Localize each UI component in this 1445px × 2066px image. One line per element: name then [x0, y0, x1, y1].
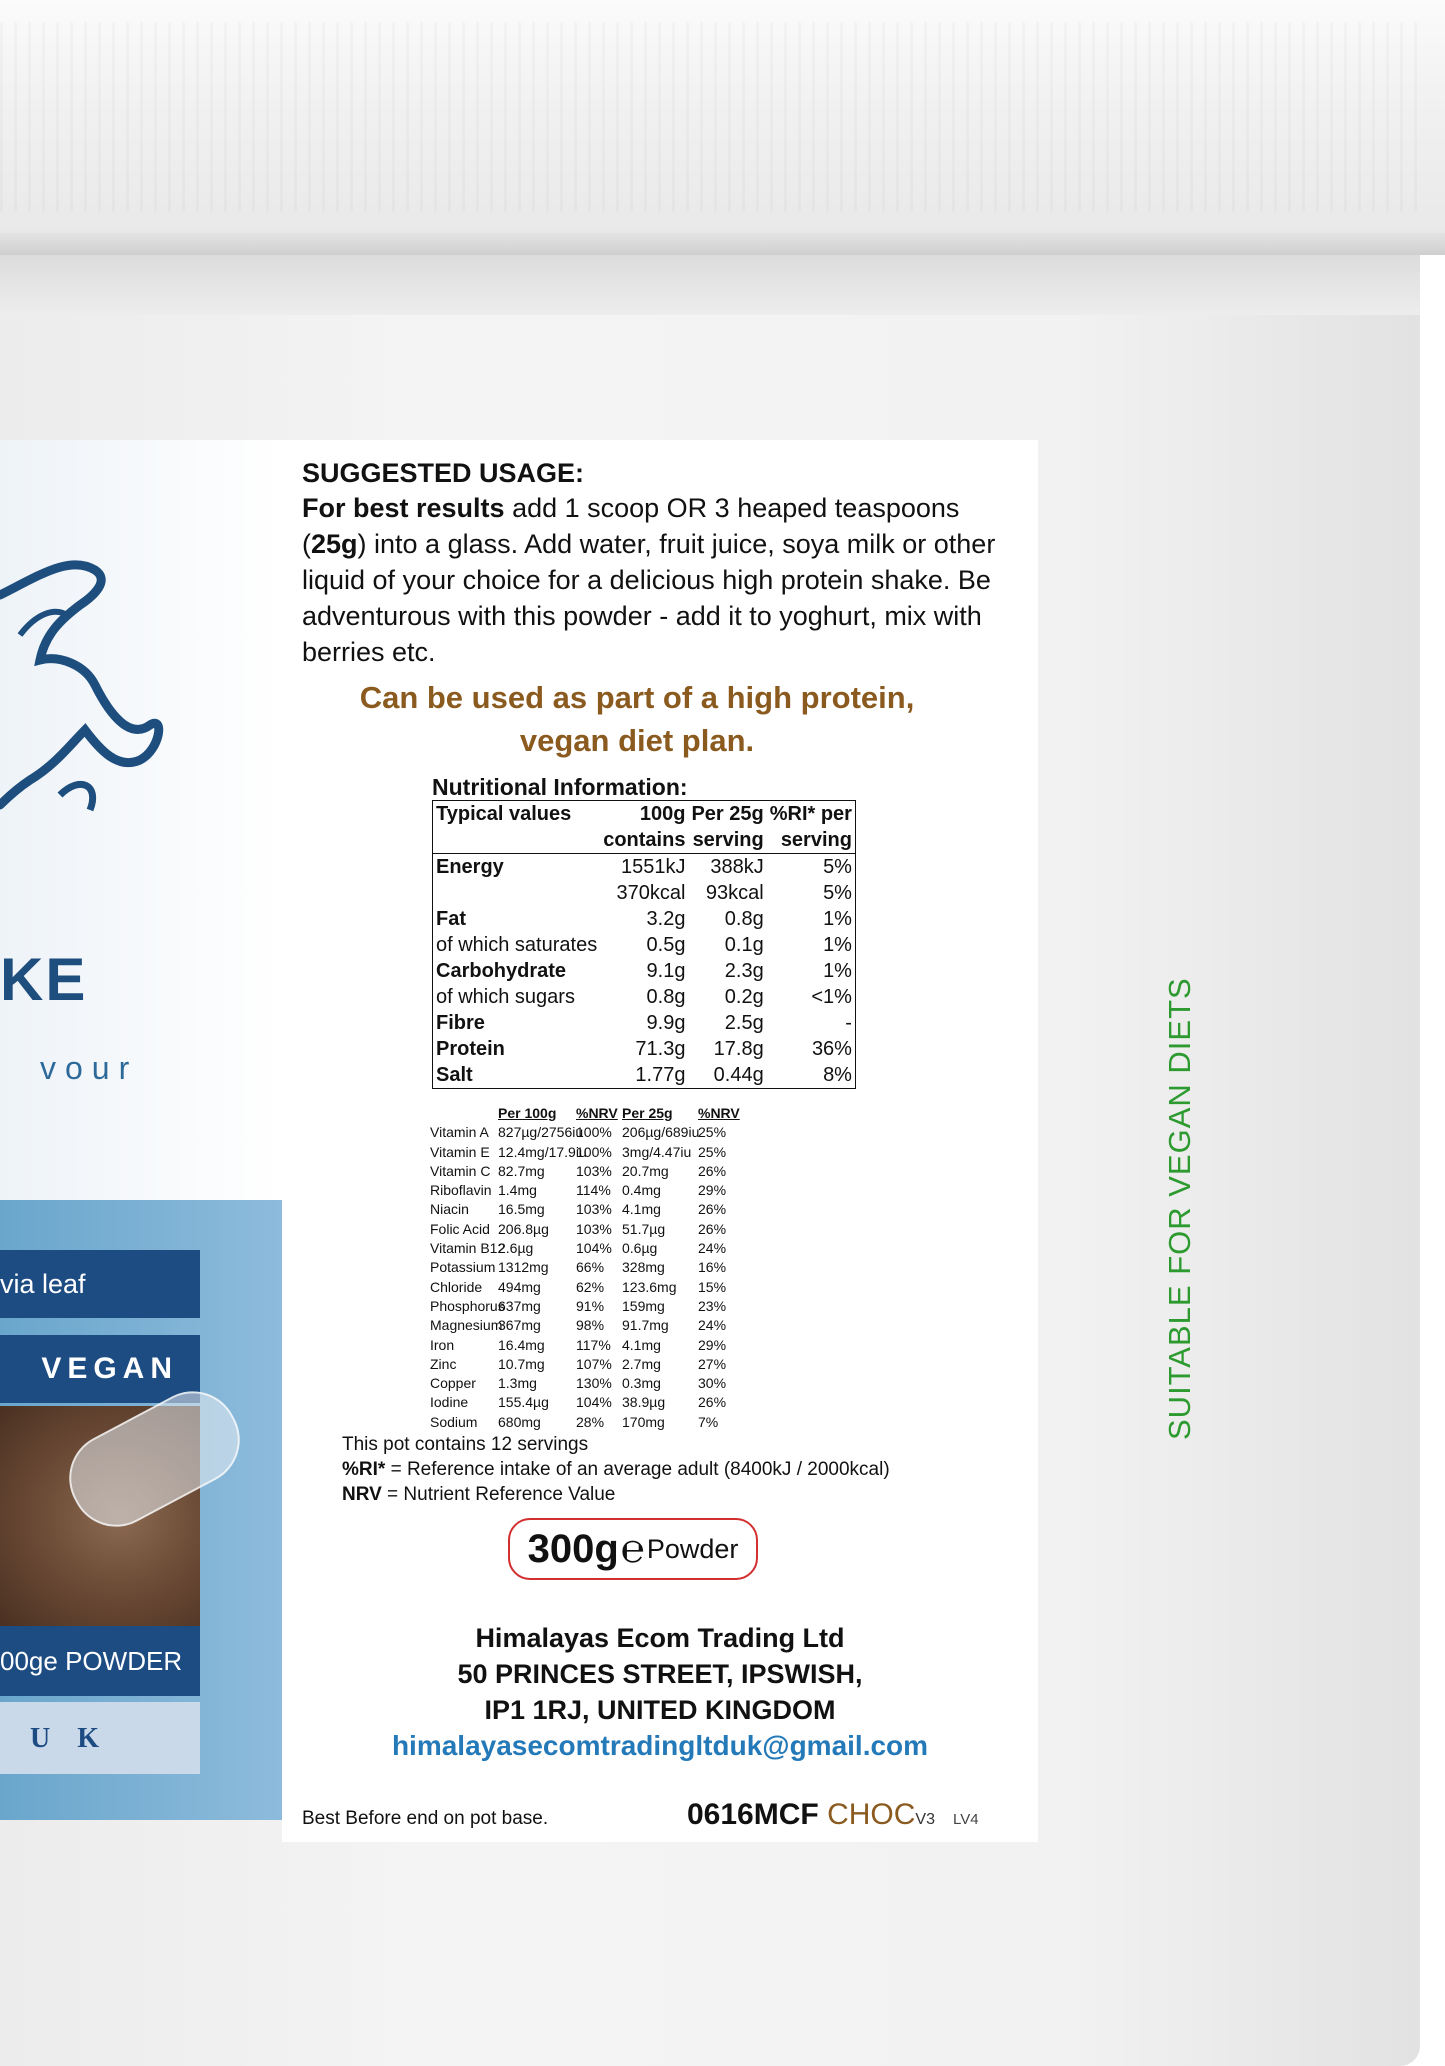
vitamin-cell-name: Chloride	[430, 1278, 483, 1295]
vitamin-cell-per25: 170mg	[622, 1413, 665, 1430]
vitamin-cell-nrv2: 7%	[698, 1413, 719, 1430]
nutrition-cell-per25: 0.2g	[724, 986, 764, 1008]
nutrition-cell-label: Carbohydrate	[436, 960, 567, 982]
vitamin-cell-name: Iron	[430, 1336, 455, 1353]
nutrition-cell-per25: 388kJ	[710, 856, 764, 878]
nutrition-header-col1: 100g	[639, 802, 686, 825]
nutrition-row	[433, 906, 856, 932]
vitamin-cell-per100: 637mg	[498, 1297, 541, 1314]
nutrition-cell-per25: 17.8g	[713, 1038, 764, 1060]
vitamin-cell-per25: 51.7µg	[622, 1220, 666, 1237]
nutrition-cell-ri: -	[845, 1012, 852, 1034]
batch-flavour: CHOC	[827, 1798, 916, 1831]
nutrition-header-blank	[433, 827, 601, 854]
vegan-side-text: SUITABLE FOR VEGAN DIETS	[1162, 977, 1197, 1440]
ri-abbr: %RI*	[342, 1459, 386, 1480]
company-email: himalayasecomtradingltduk@gmail.com	[391, 1730, 929, 1761]
nutrition-cell-per25: 2.3g	[724, 960, 764, 982]
servings-count: This pot contains 12 servings	[342, 1434, 589, 1455]
nutrition-cell-ri: 5%	[823, 882, 852, 904]
nutrition-row	[433, 958, 856, 984]
batch-code	[687, 1798, 979, 1832]
vitamin-cell-nrv1: 104%	[576, 1394, 612, 1411]
vitamin-cell-per100: 12.4mg/17.9iu	[498, 1143, 587, 1160]
nutrition-cell-per100: 1.77g	[635, 1064, 686, 1086]
vitamin-cell-per25: 4.1mg	[622, 1201, 661, 1218]
vitamin-cell-per100: 680mg	[498, 1413, 541, 1430]
front-weight-e: e	[43, 1646, 58, 1676]
vitamin-cell-nrv2: 29%	[698, 1182, 727, 1199]
usage-part1: add 1 scoop OR 3 heaped teaspoons (	[302, 493, 960, 559]
vitamin-cell-name: Iodine	[430, 1394, 469, 1411]
vitamin-cell-nrv1: 114%	[576, 1182, 611, 1199]
nutrition-cell-ri: 36%	[811, 1038, 852, 1060]
nutrition-cell-per100: 3.2g	[646, 908, 686, 930]
front-brand-text: KE	[0, 946, 88, 1013]
vitamin-cell-nrv1: 103%	[576, 1201, 612, 1218]
nrv-note	[342, 1482, 890, 1507]
vitamin-cell-nrv2: 23%	[698, 1297, 727, 1314]
nutrition-cell-ri: 1%	[823, 960, 852, 982]
usage-amount: 25g	[311, 529, 358, 559]
nutrition-cell-label: Salt	[436, 1064, 473, 1086]
nutrition-cell-per100: 9.1g	[646, 960, 686, 982]
front-vegan-text: VEGAN	[41, 1352, 178, 1385]
vitamin-cell-per100: 10.7mg	[498, 1355, 545, 1372]
vitamin-cell-nrv2: 29%	[698, 1336, 727, 1353]
vitamin-cell-nrv2: 26%	[698, 1220, 727, 1237]
vitamin-header-nrv1: %NRV	[576, 1105, 618, 1121]
nutrition-header-col2b: serving	[688, 827, 766, 854]
nutrition-row	[433, 854, 856, 881]
batch-code-main: 0616MCF	[687, 1798, 819, 1831]
vitamin-cell-per100: 494mg	[498, 1278, 541, 1295]
nutrition-cell-per100: 370kcal	[616, 882, 686, 904]
nutrition-cell-label	[433, 880, 601, 906]
vitamin-cell-name: Phosphorus	[430, 1297, 505, 1314]
front-weight-type: POWDER	[65, 1646, 183, 1676]
vitamin-cell-nrv2: 15%	[698, 1278, 727, 1295]
lid-ribbing	[0, 22, 1420, 212]
vitamin-cell-per25: 2.7mg	[622, 1355, 661, 1372]
vitamin-cell-per25: 20.7mg	[622, 1162, 669, 1179]
vitamin-header-nrv2: %NRV	[698, 1105, 740, 1121]
vitamin-cell-nrv2: 30%	[698, 1375, 727, 1392]
nutrition-header-col2: Per 25g	[691, 802, 764, 825]
usage-part2: ) into a glass. Add water, fruit juice, soya milk or other liquid of your choice for a delicious high protein shake. Be adventurous with this powder - add it to yoghurt, mix with berries etc.	[302, 529, 996, 667]
tub-lid	[0, 0, 1445, 255]
ri-note	[342, 1457, 890, 1482]
nutrition-cell-per25: 0.8g	[724, 908, 764, 930]
nutrition-cell-per25: 0.44g	[713, 1064, 764, 1086]
front-flavour-text: vour	[40, 1050, 139, 1086]
servings-info	[342, 1432, 890, 1507]
vitamin-cell-nrv1: 98%	[576, 1317, 605, 1334]
vitamin-cell-name: Copper	[430, 1375, 476, 1392]
nutrition-cell-per100: 0.5g	[646, 934, 686, 956]
vitamin-header-per25: Per 25g	[622, 1105, 673, 1121]
vitamin-cell-per100: 367mg	[498, 1317, 541, 1334]
vitamin-cell-nrv2: 27%	[698, 1355, 727, 1372]
vitamin-cell-nrv1: 100%	[576, 1124, 612, 1141]
tub-neck	[0, 255, 1420, 315]
nutrition-rows	[433, 854, 856, 1089]
nutrition-cell-label: of which saturates	[436, 934, 598, 956]
vitamin-cell-per100: 155.4µg	[498, 1394, 549, 1411]
usage-text	[302, 490, 1022, 670]
vitamin-cell-name: Vitamin C	[430, 1162, 491, 1179]
nutrition-header-col3b: serving	[767, 827, 856, 854]
ri-text: = Reference intake of an average adult (8400kJ / 2000kcal)	[385, 1459, 890, 1480]
vitamin-cell-name: Magnesium	[430, 1317, 503, 1334]
vitamin-cell-nrv2: 24%	[698, 1317, 727, 1334]
nutrition-cell-ri: 5%	[823, 856, 852, 878]
nutrition-row	[433, 932, 856, 958]
front-weight-text: 00g	[0, 1646, 44, 1676]
nutrition-row	[433, 984, 856, 1010]
nutrition-cell-per100: 9.9g	[646, 1012, 686, 1034]
nutrition-heading: Nutritional Information:	[432, 774, 688, 800]
vitamin-cell-nrv2: 26%	[698, 1162, 727, 1179]
best-before-note: Best Before end on pot base.	[302, 1808, 549, 1829]
nutrition-header-col3: %RI* per	[769, 802, 852, 825]
vitamin-cell-per25: 0.3mg	[622, 1375, 661, 1392]
nutrition-header-label: Typical values	[436, 802, 572, 825]
net-weight-type: Powder	[646, 1533, 739, 1564]
front-label	[0, 440, 282, 1820]
front-country-text: U K	[30, 1723, 109, 1754]
nutrition-header-row-2	[433, 827, 856, 854]
vitamin-cell-per25: 328mg	[622, 1259, 665, 1276]
vitamin-cell-nrv2: 26%	[698, 1201, 727, 1218]
vitamin-cell-per25: 91.7mg	[622, 1317, 669, 1334]
nutrition-cell-per25: 0.1g	[724, 934, 764, 956]
vitamin-cell-nrv1: 100%	[576, 1143, 612, 1160]
nrv-abbr: NRV	[342, 1484, 382, 1505]
lid-lip	[0, 233, 1445, 255]
batch-version: V3	[915, 1811, 935, 1828]
nutrition-row	[433, 1036, 856, 1062]
vitamin-cell-name: Vitamin E	[430, 1143, 490, 1160]
vitamin-cell-per100: 1312mg	[498, 1259, 549, 1276]
nutrition-cell-ri: 8%	[823, 1064, 852, 1086]
company-street: 50 PRINCES STREET, IPSWISH,	[457, 1659, 863, 1689]
vitamin-cell-name: Sodium	[430, 1413, 478, 1430]
front-weight-band	[0, 1626, 200, 1696]
vitamin-cell-per100: 16.4mg	[498, 1336, 545, 1353]
horse-logo-icon	[0, 535, 180, 845]
vitamin-cell-nrv2: 26%	[698, 1394, 727, 1411]
nutrition-cell-per25: 93kcal	[705, 882, 764, 904]
nutrition-cell-per100: 0.8g	[646, 986, 686, 1008]
vitamin-cell-per25: 3mg/4.47iu	[622, 1143, 692, 1160]
nutrition-header-row	[433, 801, 856, 828]
vitamin-cell-nrv1: 107%	[576, 1355, 612, 1372]
vitamin-cell-nrv1: 117%	[576, 1336, 611, 1353]
vitamin-cell-per25: 0.6µg	[622, 1240, 658, 1257]
vitamin-cell-name: Vitamin A	[430, 1124, 489, 1141]
company-name: Himalayas Ecom Trading Ltd	[475, 1623, 845, 1653]
nutrition-cell-ri: 1%	[823, 934, 852, 956]
vitamin-cell-per100: 206.8µg	[498, 1220, 549, 1237]
vitamin-cell-nrv1: 28%	[576, 1413, 605, 1430]
usage-lead: For best results	[302, 493, 505, 523]
diet-claim: Can be used as part of a high protein, vegan diet plan.	[359, 680, 915, 758]
nutrition-cell-label: Fat	[436, 908, 466, 930]
nutrition-cell-label: Protein	[436, 1038, 505, 1060]
vitamin-cell-per25: 0.4mg	[622, 1182, 661, 1199]
nutrition-header-col1b: contains	[600, 827, 688, 854]
vitamin-cell-name: Niacin	[430, 1201, 469, 1218]
nrv-text: = Nutrient Reference Value	[381, 1484, 616, 1505]
batch-lv: LV4	[952, 1811, 979, 1828]
vitamin-cell-per100: 2.6µg	[498, 1240, 534, 1257]
vitamin-cell-per100: 1.4mg	[498, 1182, 537, 1199]
vitamin-cell-nrv1: 103%	[576, 1220, 612, 1237]
vitamin-cell-nrv1: 91%	[576, 1297, 605, 1314]
vitamin-cell-nrv1: 130%	[576, 1375, 612, 1392]
estimated-sign-icon: ℮	[620, 1526, 645, 1571]
vitamin-cell-nrv1: 103%	[576, 1162, 612, 1179]
front-country-band	[0, 1702, 200, 1774]
vitamin-cell-nrv2: 16%	[698, 1259, 727, 1276]
company-postcode: IP1 1RJ, UNITED KINGDOM	[484, 1695, 836, 1725]
vitamin-cell-per25: 123.6mg	[622, 1278, 677, 1295]
nutrition-cell-per100: 71.3g	[635, 1038, 686, 1060]
net-weight-amount: 300g	[527, 1526, 619, 1571]
vitamin-cell-per100: 827µg/2756iu	[498, 1124, 584, 1141]
nutrition-row	[433, 1010, 856, 1036]
vitamin-cell-name: Riboflavin	[430, 1182, 492, 1199]
nutrition-cell-per25: 2.5g	[724, 1012, 764, 1034]
vitamin-cell-nrv2: 24%	[698, 1240, 727, 1257]
front-ingredient-band: via leaf	[0, 1250, 200, 1318]
vitamin-cell-name: Potassium	[430, 1259, 496, 1276]
usage-heading: SUGGESTED USAGE:	[302, 458, 585, 488]
vitamin-cell-per25: 38.9µg	[622, 1394, 666, 1411]
back-label	[282, 440, 1197, 1842]
vitamin-header-per100: Per 100g	[498, 1105, 557, 1121]
vitamin-cell-nrv1: 62%	[576, 1278, 605, 1295]
vitamin-cell-nrv2: 25%	[698, 1143, 727, 1160]
vitamin-cell-name: Vitamin B12	[430, 1240, 506, 1257]
nutrition-cell-label: Energy	[436, 856, 504, 878]
vitamin-cell-per100: 1.3mg	[498, 1375, 537, 1392]
company-address	[282, 1620, 1038, 1728]
vitamin-cell-per25: 4.1mg	[622, 1336, 661, 1353]
vitamin-cell-nrv1: 66%	[576, 1259, 605, 1276]
nutrition-cell-ri: 1%	[823, 908, 852, 930]
vitamin-cell-name: Zinc	[430, 1355, 457, 1372]
vitamin-cell-per100: 16.5mg	[498, 1201, 545, 1218]
front-vegan-band	[0, 1335, 200, 1403]
nutrition-cell-per100: 1551kJ	[620, 856, 686, 878]
vitamin-cell-nrv1: 104%	[576, 1240, 612, 1257]
vitamin-cell-per25: 206µg/689iu	[622, 1124, 700, 1141]
nutrition-cell-ri: <1%	[811, 986, 852, 1008]
nutrition-cell-label: Fibre	[436, 1012, 485, 1034]
net-weight-badge	[508, 1518, 758, 1580]
nutrition-row	[433, 1062, 856, 1089]
vitamin-cell-name: Folic Acid	[430, 1220, 490, 1237]
nutrition-cell-label: of which sugars	[436, 986, 575, 1008]
nutrition-row	[433, 880, 856, 906]
vitamin-cell-per25: 159mg	[622, 1297, 665, 1314]
vitamin-cell-per100: 82.7mg	[498, 1162, 545, 1179]
vitamin-cell-nrv2: 25%	[698, 1124, 727, 1141]
nutrition-table	[432, 800, 856, 1089]
